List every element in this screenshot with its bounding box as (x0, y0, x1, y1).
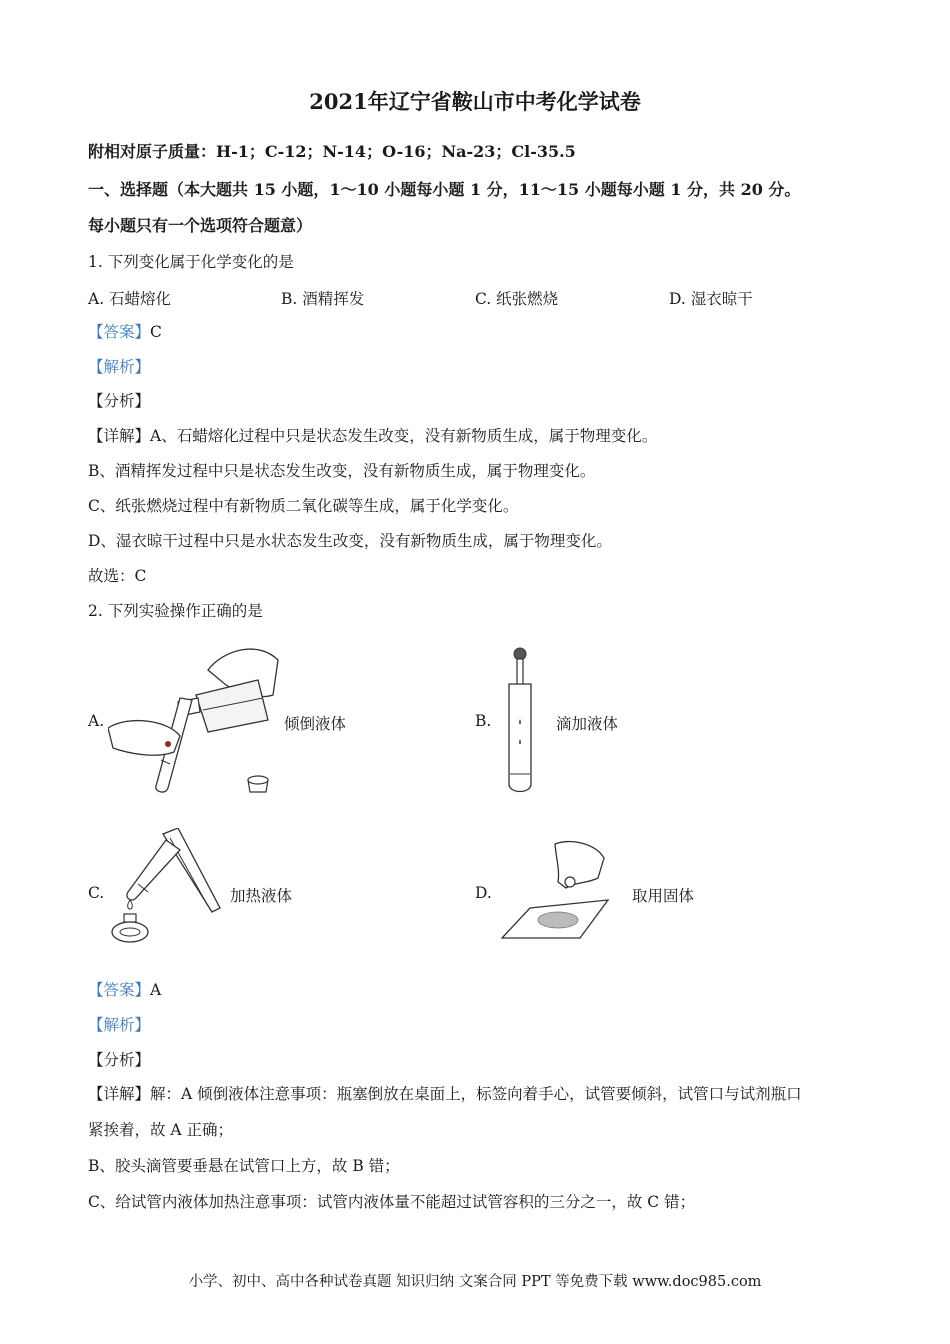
pouring-liquid-figure (108, 640, 280, 800)
q1-analysis-tag: 【解析】 (88, 358, 151, 376)
q1-choice: 故选：C (88, 567, 147, 585)
q2-detail-a-line1 (88, 1084, 802, 1104)
q2-option-b-caption: 滴加液体 (556, 715, 619, 733)
detail-tag: 【详解】 (88, 427, 151, 445)
q2-option-c-letter: C. (88, 884, 105, 902)
detail-text: A、石蜡熔化过程中只是状态发生改变，没有新物质生成，属于物理变化。 (150, 427, 658, 445)
atomic-mass-note: 附相对原子质量：H-1；C-12；N-14；O-16；Na-23；Cl-35.5 (88, 142, 576, 161)
heating-liquid-figure (108, 828, 226, 946)
q2-option-b-letter: B. (475, 712, 492, 730)
q1-fenxi: 【分析】 (88, 392, 151, 410)
q2-fenxi: 【分析】 (88, 1051, 151, 1069)
q1-detail-a (88, 426, 657, 446)
q1-detail-c: C、纸张燃烧过程中有新物质二氧化碳等生成，属于化学变化。 (88, 497, 519, 515)
answer-value: A (150, 981, 162, 999)
q2-detail-b: B、胶头滴管要垂悬在试管口上方，故 B 错； (88, 1157, 400, 1175)
q2-option-d-letter: D. (475, 884, 492, 902)
q1-detail-d: D、湿衣晾干过程中只是水状态发生改变，没有新物质生成，属于物理变化。 (88, 532, 612, 550)
q2-analysis-tag: 【解析】 (88, 1016, 151, 1034)
answer-value: C (150, 323, 162, 341)
detail-tag: 【详解】 (88, 1085, 151, 1103)
q2-detail-a-line2: 紧挨着，故 A 正确； (88, 1121, 234, 1139)
q2-option-c-caption: 加热液体 (230, 887, 293, 905)
q2-answer (88, 980, 161, 1000)
page-footer: 小学、初中、高中各种试卷真题 知识归纳 文案合同 PPT 等免费下载 www.doc985.com (188, 1274, 762, 1290)
answer-tag: 【答案】 (88, 323, 151, 341)
taking-solid-figure (500, 838, 612, 942)
page-title: 2021年辽宁省鞍山市中考化学试卷 (309, 89, 641, 114)
q2-stem: 2. 下列实验操作正确的是 (88, 602, 263, 620)
detail-text: 解：A 倾倒液体注意事项：瓶塞倒放在桌面上，标签向着手心，试管要倾斜，试管口与试剂瓶口 (150, 1085, 802, 1103)
q1-option-c: C. 纸张燃烧 (475, 290, 559, 308)
q1-detail-b: B、酒精挥发过程中只是状态发生改变，没有新物质生成，属于物理变化。 (88, 462, 596, 480)
q1-stem: 1. 下列变化属于化学变化的是 (88, 253, 294, 271)
section-heading-line1: 一、选择题（本大题共 15 小题，1～10 小题每小题 1 分，11～15 小题每小题 1 分，共 20 分。 (88, 180, 801, 199)
q2-option-d-caption: 取用固体 (632, 887, 695, 905)
q1-option-a: A. 石蜡熔化 (88, 290, 172, 308)
q1-answer (88, 322, 162, 342)
dropping-liquid-figure (502, 644, 542, 796)
answer-tag: 【答案】 (88, 981, 151, 999)
q1-option-d: D. 湿衣晾干 (669, 290, 753, 308)
q2-option-a-letter: A. (88, 712, 105, 730)
section-heading-line2: 每小题只有一个选项符合题意） (88, 216, 313, 235)
q2-option-a-caption: 倾倒液体 (284, 715, 347, 733)
q1-option-b: B. 酒精挥发 (281, 290, 365, 308)
q2-detail-c: C、给试管内液体加热注意事项：试管内液体量不能超过试管容积的三分之一，故 C 错； (88, 1193, 696, 1211)
